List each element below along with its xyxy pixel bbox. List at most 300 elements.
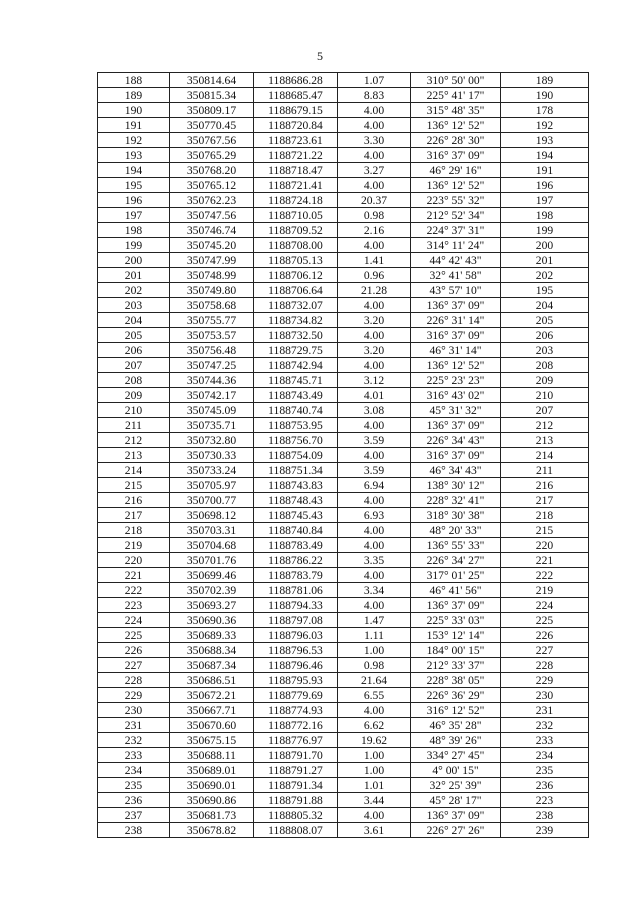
- x-coordinate-cell: 350756.48: [170, 343, 254, 358]
- point-number-cell: 205: [98, 328, 170, 343]
- point-number-cell: 188: [98, 73, 170, 88]
- next-point-cell: 211: [501, 463, 589, 478]
- x-coordinate-cell: 350701.76: [170, 553, 254, 568]
- table-row: [98, 238, 589, 253]
- x-coordinate-cell: 350747.99: [170, 253, 254, 268]
- bearing-cell: 316° 37' 09": [411, 328, 501, 343]
- point-number-cell: 237: [98, 808, 170, 823]
- y-coordinate-cell: 1188805.32: [254, 808, 338, 823]
- bearing-cell: 46° 34' 43": [411, 463, 501, 478]
- y-coordinate-cell: 1188685.47: [254, 88, 338, 103]
- y-coordinate-cell: 1188706.12: [254, 268, 338, 283]
- bearing-cell: 46° 35' 28": [411, 718, 501, 733]
- bearing-cell: 226° 27' 26": [411, 823, 501, 838]
- table-row: [98, 328, 589, 343]
- y-coordinate-cell: 1188740.84: [254, 523, 338, 538]
- y-coordinate-cell: 1188740.74: [254, 403, 338, 418]
- table-row: [98, 463, 589, 478]
- bearing-cell: 136° 12' 52": [411, 178, 501, 193]
- x-coordinate-cell: 350686.51: [170, 673, 254, 688]
- next-point-cell: 202: [501, 268, 589, 283]
- bearing-cell: 46° 29' 16": [411, 163, 501, 178]
- distance-cell: 4.00: [338, 418, 411, 433]
- y-coordinate-cell: 1188808.07: [254, 823, 338, 838]
- bearing-cell: 136° 37' 09": [411, 598, 501, 613]
- bearing-cell: 138° 30' 12": [411, 478, 501, 493]
- point-number-cell: 200: [98, 253, 170, 268]
- y-coordinate-cell: 1188745.43: [254, 508, 338, 523]
- table-row: [98, 88, 589, 103]
- distance-cell: 4.00: [338, 703, 411, 718]
- bearing-cell: 46° 31' 14": [411, 343, 501, 358]
- table-row: [98, 823, 589, 838]
- table-row: [98, 388, 589, 403]
- y-coordinate-cell: 1188796.46: [254, 658, 338, 673]
- x-coordinate-cell: 350755.77: [170, 313, 254, 328]
- next-point-cell: 229: [501, 673, 589, 688]
- bearing-cell: 317° 01' 25": [411, 568, 501, 583]
- x-coordinate-cell: 350814.64: [170, 73, 254, 88]
- bearing-cell: 46° 41' 56": [411, 583, 501, 598]
- bearing-cell: 316° 43' 02": [411, 388, 501, 403]
- point-number-cell: 195: [98, 178, 170, 193]
- distance-cell: 4.00: [338, 118, 411, 133]
- next-point-cell: 200: [501, 238, 589, 253]
- table-row: [98, 403, 589, 418]
- point-number-cell: 207: [98, 358, 170, 373]
- next-point-cell: 213: [501, 433, 589, 448]
- next-point-cell: 222: [501, 568, 589, 583]
- distance-cell: 2.16: [338, 223, 411, 238]
- point-number-cell: 212: [98, 433, 170, 448]
- table-row: [98, 793, 589, 808]
- point-number-cell: 226: [98, 643, 170, 658]
- y-coordinate-cell: 1188705.13: [254, 253, 338, 268]
- distance-cell: 3.44: [338, 793, 411, 808]
- distance-cell: 0.98: [338, 208, 411, 223]
- point-number-cell: 231: [98, 718, 170, 733]
- bearing-cell: 44° 42' 43": [411, 253, 501, 268]
- table-row: [98, 583, 589, 598]
- table-row: [98, 538, 589, 553]
- distance-cell: 3.08: [338, 403, 411, 418]
- next-point-cell: 236: [501, 778, 589, 793]
- y-coordinate-cell: 1188791.88: [254, 793, 338, 808]
- table-row: [98, 253, 589, 268]
- distance-cell: 6.55: [338, 688, 411, 703]
- bearing-cell: 136° 37' 09": [411, 808, 501, 823]
- point-number-cell: 219: [98, 538, 170, 553]
- x-coordinate-cell: 350748.99: [170, 268, 254, 283]
- distance-cell: 4.00: [338, 448, 411, 463]
- bearing-cell: 224° 37' 31": [411, 223, 501, 238]
- table-row: [98, 703, 589, 718]
- table-row: [98, 133, 589, 148]
- x-coordinate-cell: 350733.24: [170, 463, 254, 478]
- bearing-cell: 153° 12' 14": [411, 628, 501, 643]
- point-number-cell: 191: [98, 118, 170, 133]
- table-row: [98, 373, 589, 388]
- bearing-cell: 316° 37' 09": [411, 448, 501, 463]
- distance-cell: 4.00: [338, 808, 411, 823]
- bearing-cell: 4° 00' 15": [411, 763, 501, 778]
- next-point-cell: 206: [501, 328, 589, 343]
- x-coordinate-cell: 350688.34: [170, 643, 254, 658]
- y-coordinate-cell: 1188794.33: [254, 598, 338, 613]
- table-body: [98, 73, 589, 838]
- bearing-cell: 316° 12' 52": [411, 703, 501, 718]
- x-coordinate-cell: 350672.21: [170, 688, 254, 703]
- point-number-cell: 194: [98, 163, 170, 178]
- x-coordinate-cell: 350745.20: [170, 238, 254, 253]
- next-point-cell: 191: [501, 163, 589, 178]
- next-point-cell: 198: [501, 208, 589, 223]
- bearing-cell: 225° 41' 17": [411, 88, 501, 103]
- page-number: 5: [317, 49, 323, 63]
- table-row: [98, 778, 589, 793]
- bearing-cell: 318° 30' 38": [411, 508, 501, 523]
- distance-cell: 4.00: [338, 493, 411, 508]
- x-coordinate-cell: 350732.80: [170, 433, 254, 448]
- table-row: [98, 808, 589, 823]
- x-coordinate-cell: 350700.77: [170, 493, 254, 508]
- next-point-cell: 223: [501, 793, 589, 808]
- x-coordinate-cell: 350747.56: [170, 208, 254, 223]
- y-coordinate-cell: 1188709.52: [254, 223, 338, 238]
- table-row: [98, 508, 589, 523]
- point-number-cell: 229: [98, 688, 170, 703]
- y-coordinate-cell: 1188710.05: [254, 208, 338, 223]
- y-coordinate-cell: 1188774.93: [254, 703, 338, 718]
- next-point-cell: 209: [501, 373, 589, 388]
- y-coordinate-cell: 1188776.97: [254, 733, 338, 748]
- bearing-cell: 45° 31' 32": [411, 403, 501, 418]
- distance-cell: 3.20: [338, 343, 411, 358]
- point-number-cell: 204: [98, 313, 170, 328]
- next-point-cell: 190: [501, 88, 589, 103]
- x-coordinate-cell: 350667.71: [170, 703, 254, 718]
- next-point-cell: 216: [501, 478, 589, 493]
- y-coordinate-cell: 1188723.61: [254, 133, 338, 148]
- bearing-cell: 136° 55' 33": [411, 538, 501, 553]
- y-coordinate-cell: 1188795.93: [254, 673, 338, 688]
- bearing-cell: 43° 57' 10": [411, 283, 501, 298]
- bearing-cell: 48° 20' 33": [411, 523, 501, 538]
- table-row: [98, 103, 589, 118]
- distance-cell: 3.12: [338, 373, 411, 388]
- point-number-cell: 232: [98, 733, 170, 748]
- bearing-cell: 226° 34' 27": [411, 553, 501, 568]
- next-point-cell: 217: [501, 493, 589, 508]
- point-number-cell: 217: [98, 508, 170, 523]
- point-number-cell: 193: [98, 148, 170, 163]
- point-number-cell: 192: [98, 133, 170, 148]
- next-point-cell: 238: [501, 808, 589, 823]
- point-number-cell: 210: [98, 403, 170, 418]
- x-coordinate-cell: 350747.25: [170, 358, 254, 373]
- point-number-cell: 220: [98, 553, 170, 568]
- x-coordinate-cell: 350768.20: [170, 163, 254, 178]
- table-row: [98, 433, 589, 448]
- bearing-cell: 334° 27' 45": [411, 748, 501, 763]
- y-coordinate-cell: 1188686.28: [254, 73, 338, 88]
- x-coordinate-cell: 350689.01: [170, 763, 254, 778]
- y-coordinate-cell: 1188753.95: [254, 418, 338, 433]
- x-coordinate-cell: 350690.01: [170, 778, 254, 793]
- next-point-cell: 228: [501, 658, 589, 673]
- y-coordinate-cell: 1188786.22: [254, 553, 338, 568]
- next-point-cell: 226: [501, 628, 589, 643]
- distance-cell: 6.62: [338, 718, 411, 733]
- y-coordinate-cell: 1188783.79: [254, 568, 338, 583]
- distance-cell: 1.00: [338, 763, 411, 778]
- x-coordinate-cell: 350765.12: [170, 178, 254, 193]
- y-coordinate-cell: 1188708.00: [254, 238, 338, 253]
- y-coordinate-cell: 1188754.09: [254, 448, 338, 463]
- y-coordinate-cell: 1188734.82: [254, 313, 338, 328]
- distance-cell: 3.35: [338, 553, 411, 568]
- next-point-cell: 178: [501, 103, 589, 118]
- next-point-cell: 197: [501, 193, 589, 208]
- y-coordinate-cell: 1188743.83: [254, 478, 338, 493]
- bearing-cell: 212° 52' 34": [411, 208, 501, 223]
- table-row: [98, 343, 589, 358]
- next-point-cell: 193: [501, 133, 589, 148]
- next-point-cell: 201: [501, 253, 589, 268]
- distance-cell: 3.59: [338, 463, 411, 478]
- point-number-cell: 211: [98, 418, 170, 433]
- distance-cell: 3.20: [338, 313, 411, 328]
- coordinates-table: [97, 72, 589, 838]
- bearing-cell: 45° 28' 17": [411, 793, 501, 808]
- point-number-cell: 201: [98, 268, 170, 283]
- table-row: [98, 163, 589, 178]
- point-number-cell: 215: [98, 478, 170, 493]
- table-row: [98, 673, 589, 688]
- bearing-cell: 314° 11' 24": [411, 238, 501, 253]
- x-coordinate-cell: 350699.46: [170, 568, 254, 583]
- next-point-cell: 234: [501, 748, 589, 763]
- bearing-cell: 223° 55' 32": [411, 193, 501, 208]
- distance-cell: 1.47: [338, 613, 411, 628]
- x-coordinate-cell: 350742.17: [170, 388, 254, 403]
- table-row: [98, 178, 589, 193]
- y-coordinate-cell: 1188679.15: [254, 103, 338, 118]
- distance-cell: 1.11: [338, 628, 411, 643]
- table-row: [98, 613, 589, 628]
- table-row: [98, 733, 589, 748]
- bearing-cell: 184° 00' 15": [411, 643, 501, 658]
- distance-cell: 4.00: [338, 328, 411, 343]
- table-row: [98, 118, 589, 133]
- x-coordinate-cell: 350704.68: [170, 538, 254, 553]
- next-point-cell: 194: [501, 148, 589, 163]
- x-coordinate-cell: 350735.71: [170, 418, 254, 433]
- bearing-cell: 32° 25' 39": [411, 778, 501, 793]
- x-coordinate-cell: 350762.23: [170, 193, 254, 208]
- table-row: [98, 568, 589, 583]
- point-number-cell: 225: [98, 628, 170, 643]
- point-number-cell: 227: [98, 658, 170, 673]
- bearing-cell: 315° 48' 35": [411, 103, 501, 118]
- y-coordinate-cell: 1188791.34: [254, 778, 338, 793]
- y-coordinate-cell: 1188796.03: [254, 628, 338, 643]
- distance-cell: 6.93: [338, 508, 411, 523]
- distance-cell: 4.00: [338, 238, 411, 253]
- distance-cell: 1.41: [338, 253, 411, 268]
- table-row: [98, 193, 589, 208]
- distance-cell: 1.00: [338, 643, 411, 658]
- next-point-cell: 230: [501, 688, 589, 703]
- next-point-cell: 235: [501, 763, 589, 778]
- table-row: [98, 418, 589, 433]
- table-row: [98, 358, 589, 373]
- y-coordinate-cell: 1188724.18: [254, 193, 338, 208]
- x-coordinate-cell: 350678.82: [170, 823, 254, 838]
- distance-cell: 1.00: [338, 748, 411, 763]
- point-number-cell: 208: [98, 373, 170, 388]
- x-coordinate-cell: 350746.74: [170, 223, 254, 238]
- point-number-cell: 228: [98, 673, 170, 688]
- y-coordinate-cell: 1188772.16: [254, 718, 338, 733]
- table-row: [98, 598, 589, 613]
- y-coordinate-cell: 1188791.27: [254, 763, 338, 778]
- point-number-cell: 209: [98, 388, 170, 403]
- table-row: [98, 688, 589, 703]
- bearing-cell: 226° 36' 29": [411, 688, 501, 703]
- x-coordinate-cell: 350767.56: [170, 133, 254, 148]
- table-row: [98, 553, 589, 568]
- next-point-cell: 192: [501, 118, 589, 133]
- point-number-cell: 214: [98, 463, 170, 478]
- bearing-cell: 226° 31' 14": [411, 313, 501, 328]
- x-coordinate-cell: 350765.29: [170, 148, 254, 163]
- point-number-cell: 236: [98, 793, 170, 808]
- point-number-cell: 224: [98, 613, 170, 628]
- distance-cell: 3.27: [338, 163, 411, 178]
- table-row: [98, 493, 589, 508]
- bearing-cell: 136° 37' 09": [411, 418, 501, 433]
- next-point-cell: 231: [501, 703, 589, 718]
- point-number-cell: 197: [98, 208, 170, 223]
- distance-cell: 0.96: [338, 268, 411, 283]
- next-point-cell: 233: [501, 733, 589, 748]
- distance-cell: 19.62: [338, 733, 411, 748]
- x-coordinate-cell: 350702.39: [170, 583, 254, 598]
- bearing-cell: 316° 37' 09": [411, 148, 501, 163]
- table-row: [98, 208, 589, 223]
- distance-cell: 8.83: [338, 88, 411, 103]
- point-number-cell: 199: [98, 238, 170, 253]
- next-point-cell: 212: [501, 418, 589, 433]
- next-point-cell: 224: [501, 598, 589, 613]
- table-row: [98, 223, 589, 238]
- x-coordinate-cell: 350745.09: [170, 403, 254, 418]
- distance-cell: 4.00: [338, 103, 411, 118]
- x-coordinate-cell: 350689.33: [170, 628, 254, 643]
- y-coordinate-cell: 1188732.07: [254, 298, 338, 313]
- next-point-cell: 207: [501, 403, 589, 418]
- next-point-cell: 239: [501, 823, 589, 838]
- y-coordinate-cell: 1188791.70: [254, 748, 338, 763]
- bearing-cell: 136° 37' 09": [411, 298, 501, 313]
- distance-cell: 4.00: [338, 298, 411, 313]
- bearing-cell: 228° 38' 05": [411, 673, 501, 688]
- table-row: [98, 313, 589, 328]
- table-row: [98, 718, 589, 733]
- next-point-cell: 203: [501, 343, 589, 358]
- next-point-cell: 205: [501, 313, 589, 328]
- y-coordinate-cell: 1188756.70: [254, 433, 338, 448]
- point-number-cell: 234: [98, 763, 170, 778]
- point-number-cell: 206: [98, 343, 170, 358]
- x-coordinate-cell: 350809.17: [170, 103, 254, 118]
- bearing-cell: 136° 12' 52": [411, 358, 501, 373]
- distance-cell: 4.00: [338, 358, 411, 373]
- next-point-cell: 199: [501, 223, 589, 238]
- x-coordinate-cell: 350753.57: [170, 328, 254, 343]
- x-coordinate-cell: 350688.11: [170, 748, 254, 763]
- y-coordinate-cell: 1188745.71: [254, 373, 338, 388]
- table-row: [98, 628, 589, 643]
- table-row: [98, 523, 589, 538]
- table-row: [98, 283, 589, 298]
- x-coordinate-cell: 350690.86: [170, 793, 254, 808]
- distance-cell: 20.37: [338, 193, 411, 208]
- distance-cell: 4.01: [338, 388, 411, 403]
- next-point-cell: 232: [501, 718, 589, 733]
- table-row: [98, 298, 589, 313]
- next-point-cell: 215: [501, 523, 589, 538]
- table-row: [98, 748, 589, 763]
- next-point-cell: 214: [501, 448, 589, 463]
- x-coordinate-cell: 350698.12: [170, 508, 254, 523]
- point-number-cell: 230: [98, 703, 170, 718]
- point-number-cell: 213: [98, 448, 170, 463]
- y-coordinate-cell: 1188743.49: [254, 388, 338, 403]
- bearing-cell: 225° 23' 23": [411, 373, 501, 388]
- y-coordinate-cell: 1188721.22: [254, 148, 338, 163]
- distance-cell: 4.00: [338, 178, 411, 193]
- y-coordinate-cell: 1188720.84: [254, 118, 338, 133]
- y-coordinate-cell: 1188751.34: [254, 463, 338, 478]
- bearing-cell: 32° 41' 58": [411, 268, 501, 283]
- x-coordinate-cell: 350758.68: [170, 298, 254, 313]
- table-row: [98, 643, 589, 658]
- point-number-cell: 221: [98, 568, 170, 583]
- x-coordinate-cell: 350770.45: [170, 118, 254, 133]
- distance-cell: 6.94: [338, 478, 411, 493]
- bearing-cell: 226° 28' 30": [411, 133, 501, 148]
- point-number-cell: 196: [98, 193, 170, 208]
- x-coordinate-cell: 350675.15: [170, 733, 254, 748]
- table-row: [98, 763, 589, 778]
- y-coordinate-cell: 1188783.49: [254, 538, 338, 553]
- y-coordinate-cell: 1188779.69: [254, 688, 338, 703]
- distance-cell: 3.34: [338, 583, 411, 598]
- point-number-cell: 203: [98, 298, 170, 313]
- x-coordinate-cell: 350687.34: [170, 658, 254, 673]
- x-coordinate-cell: 350703.31: [170, 523, 254, 538]
- next-point-cell: 189: [501, 73, 589, 88]
- bearing-cell: 226° 34' 43": [411, 433, 501, 448]
- next-point-cell: 221: [501, 553, 589, 568]
- next-point-cell: 219: [501, 583, 589, 598]
- point-number-cell: 218: [98, 523, 170, 538]
- next-point-cell: 208: [501, 358, 589, 373]
- distance-cell: 4.00: [338, 148, 411, 163]
- bearing-cell: 48° 39' 26": [411, 733, 501, 748]
